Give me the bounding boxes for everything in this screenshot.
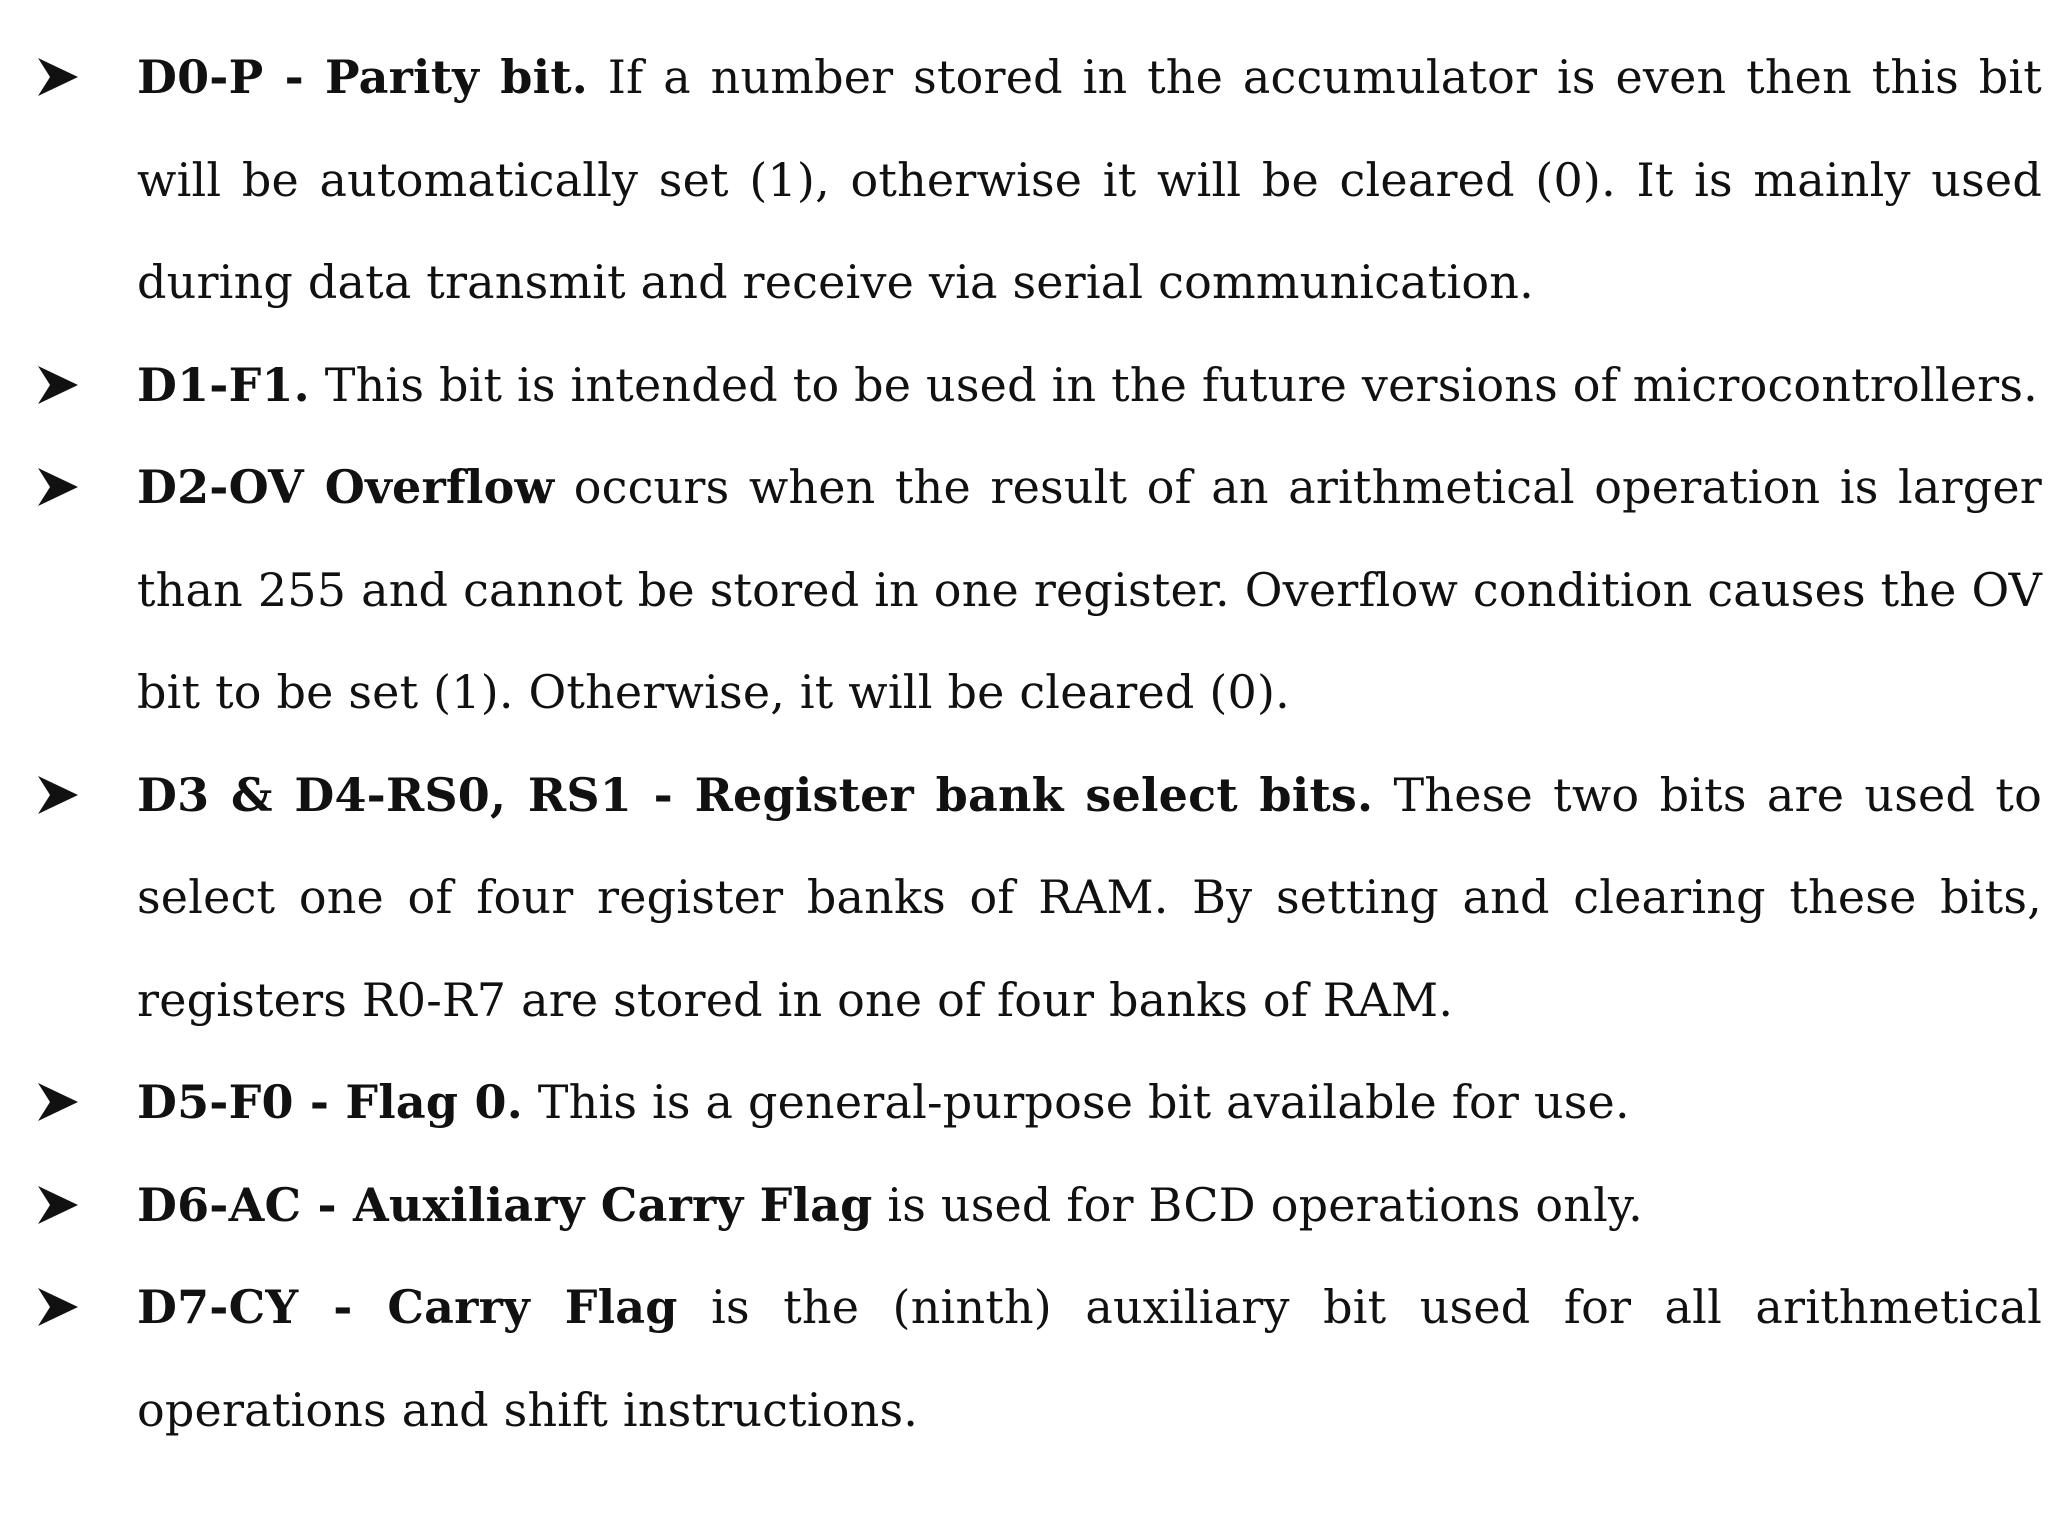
arrow-bullet-icon [36,1286,80,1328]
arrow-bullet-icon [36,774,80,816]
arrow-bullet-icon [36,56,80,98]
arrow-bullet-icon [36,364,80,406]
item-term: D3 & D4-RS0, RS1 - Register bank select bits. [137,767,1374,822]
arrow-bullet-icon [36,1081,80,1123]
item-description: occurs when the result of an arithmetical operation is larger than 255 and cannot be stored in one register. Overflow condition causes the OV bit to be set (1). Otherwise, it will be cleared (0). [137,460,2043,719]
item-description: This is a general-purpose bit available for use. [522,1075,1630,1129]
list-item-d0-p [0,26,2048,334]
list-item-d3-d4-rs [0,744,2048,1052]
item-description: These two bits are used to select one of four register banks of RAM. By setting and clearing these bits, registers R0-R7 are stored in one of four banks of RAM. [137,767,2042,1027]
item-term: D6-AC - Auxiliary Carry Flag [137,1177,873,1232]
list-item-d2-ov [0,436,2048,744]
list-item-d1-f1 [0,334,2048,437]
item-description: is the (ninth) auxiliary bit used for all arithmetical operations and shift instructions. [137,1280,2042,1437]
item-term: D5-F0 - Flag 0. [137,1075,523,1129]
item-term: D1-F1. [137,357,310,412]
item-term: D7-CY - Carry Flag [137,1280,678,1334]
item-description: If a number stored in the accumulator is even then this bit will be automatically set (1), otherwise it will be cleared (0). It is mainly used during data transmit and receive via serial communication. [137,50,2042,309]
flag-bit-list [0,26,2048,1461]
list-item-d5-f0 [0,1051,2048,1154]
item-term: D0-P - Parity bit. [137,50,588,104]
list-item-d7-cy [0,1256,2048,1461]
arrow-bullet-icon [36,1184,80,1226]
item-term: D2-OV Overflow [137,460,555,514]
list-item-d6-ac [0,1154,2048,1257]
item-description: is used for BCD operations only. [872,1177,1643,1232]
arrow-bullet-icon [36,466,80,508]
item-description: This bit is intended to be used in the future versions of microcontrollers. [309,357,2038,412]
